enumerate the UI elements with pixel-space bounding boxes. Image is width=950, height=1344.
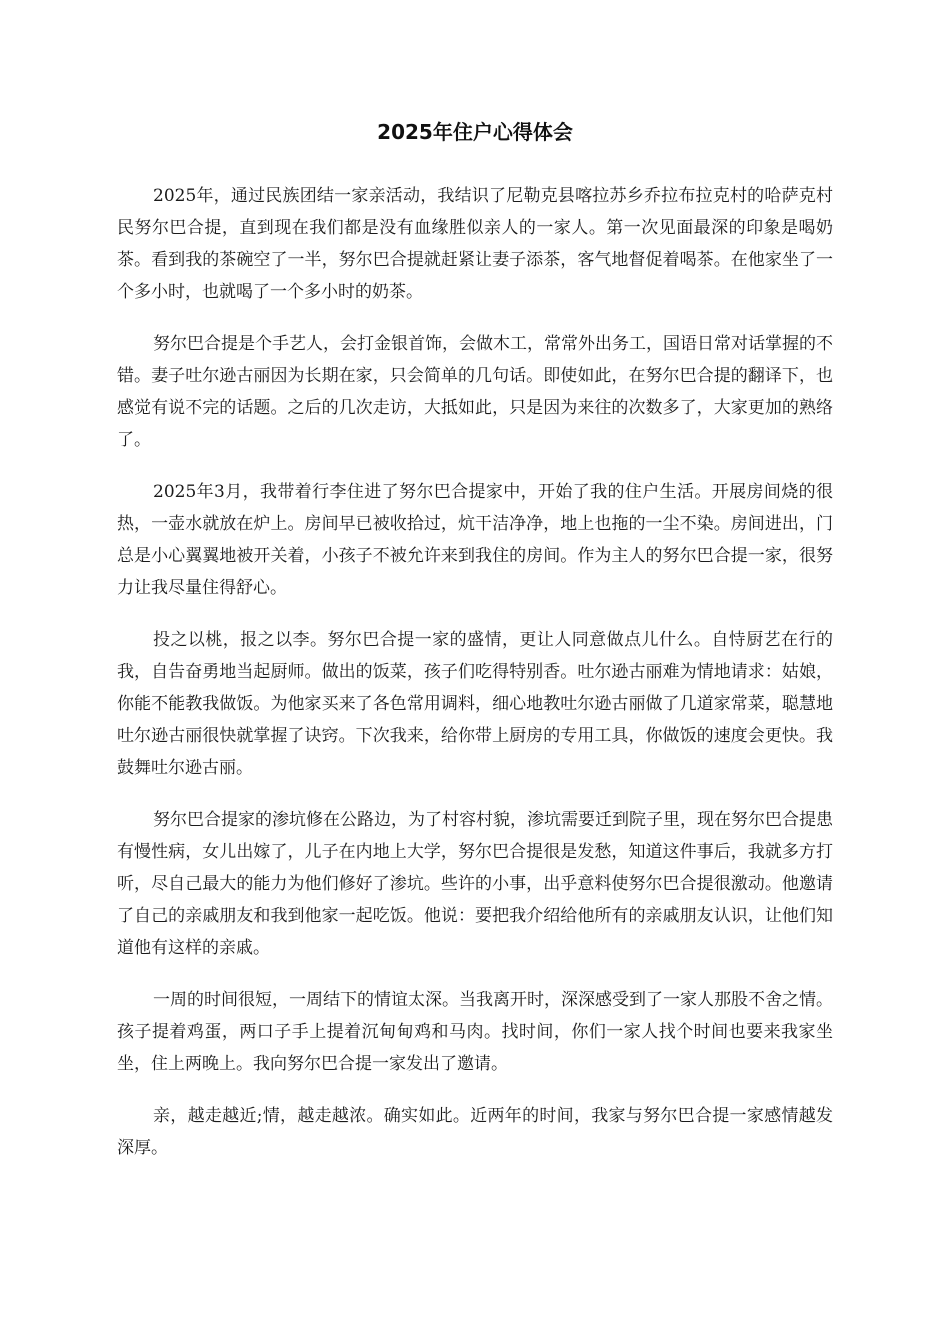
paragraph: 努尔巴合提是个手艺人，会打金银首饰，会做木工，常常外出务工，国语日常对话掌握的不错。妻子吐尔逊古丽因为长期在家，只会简单的几句话。即使如此，在努尔巴合提的翻译下，也感觉有说不完的话题。之后的几次走访，大抵如此，只是因为来往的次数多了，大家更加的熟络了。 xyxy=(117,334,833,450)
paragraph: 2025年3月，我带着行李住进了努尔巴合提家中，开始了我的住户生活。开展房间烧的很热，一壶水就放在炉上。房间早已被收拾过，炕干洁净净，地上也拖的一尘不染。房间进出，门总是小心翼翼地被开关着，小孩子不被允许来到我住的房间。作为主人的努尔巴合提一家，很努力让我尽量住得舒心。 xyxy=(117,482,833,598)
paragraph: 投之以桃，报之以李。努尔巴合提一家的盛情，更让人同意做点儿什么。自恃厨艺在行的我，自告奋勇地当起厨师。做出的饭菜，孩子们吃得特别香。吐尔逊古丽难为情地请求：姑娘，你能不能教我做饭。为他家买来了各色常用调料，细心地教吐尔逊古丽做了几道家常菜，聪慧地吐尔逊古丽很快就掌握了诀窍。下次我来，给你带上厨房的专用工具，你做饭的速度会更快。我鼓舞吐尔逊古丽。 xyxy=(117,630,833,778)
document-body xyxy=(117,180,833,1184)
paragraph: 努尔巴合提家的渗坑修在公路边，为了村容村貌，渗坑需要迁到院子里，现在努尔巴合提患有慢性病，女儿出嫁了，儿子在内地上大学，努尔巴合提很是发愁，知道这件事后，我就多方打听，尽自己最大的能力为他们修好了渗坑。些许的小事，出乎意料使努尔巴合提很激动。他邀请了自己的亲戚朋友和我到他家一起吃饭。他说：要把我介绍给他所有的亲戚朋友认识，让他们知道他有这样的亲戚。 xyxy=(117,810,833,958)
paragraph: 2025年，通过民族团结一家亲活动，我结识了尼勒克县喀拉苏乡乔拉布拉克村的哈萨克村民努尔巴合提，直到现在我们都是没有血缘胜似亲人的一家人。第一次见面最深的印象是喝奶茶。看到我的茶碗空了一半，努尔巴合提就赶紧让妻子添茶，客气地督促着喝茶。在他家坐了一个多小时，也就喝了一个多小时的奶茶。 xyxy=(117,186,833,302)
paragraph: 一周的时间很短，一周结下的情谊太深。当我离开时，深深感受到了一家人那股不舍之情。孩子提着鸡蛋，两口子手上提着沉甸甸鸡和马肉。找时间，你们一家人找个时间也要来我家坐坐，住上两晚上。我向努尔巴合提一家发出了邀请。 xyxy=(117,990,833,1074)
paragraph: 亲，越走越近;情，越走越浓。确实如此。近两年的时间，我家与努尔巴合提一家感情越发深厚。 xyxy=(117,1106,833,1158)
document-title: 2025年住户心得体会 xyxy=(377,120,573,144)
